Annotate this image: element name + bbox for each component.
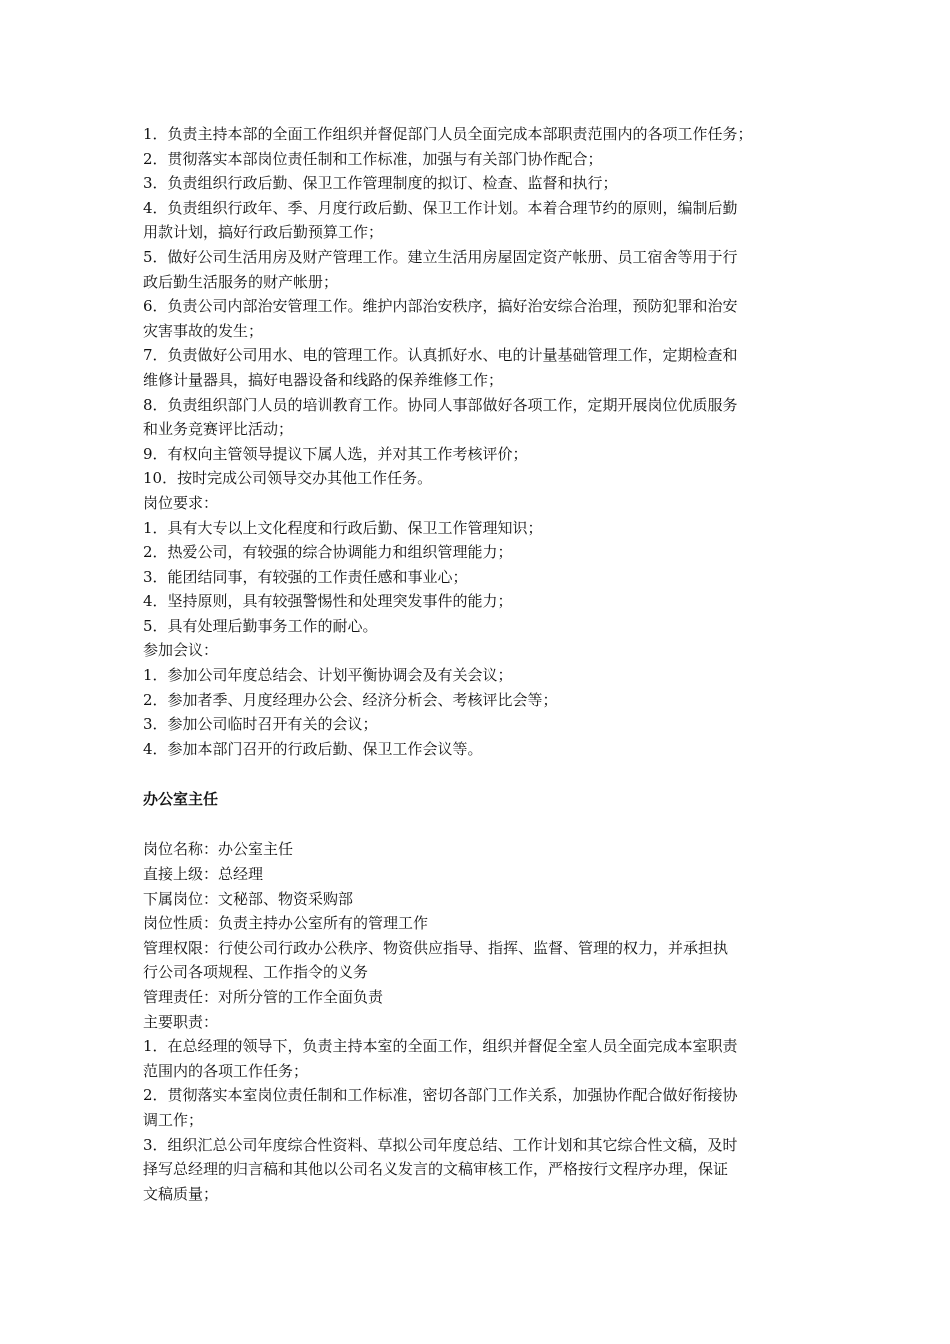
text-line: 调工作；	[143, 1110, 204, 1129]
text-line: 9．有权向主管领导提议下属人选，并对其工作考核评价；	[143, 444, 528, 463]
text-line: 3．组织汇总公司年度综合性资料、草拟公司年度总结、工作计划和其它综合性文稿，及时	[143, 1135, 738, 1154]
text-line: 政后勤生活服务的财产帐册；	[143, 272, 339, 291]
text-line: 1．在总经理的领导下，负责主持本室的全面工作，组织并督促全室人员全面完成本室职责	[143, 1037, 738, 1056]
text-line: 3．参加公司临时召开有关的会议；	[143, 715, 378, 734]
text-line: 维修计量器具，搞好电器设备和线路的保养维修工作；	[143, 370, 504, 389]
text-line: 5．做好公司生活用房及财产管理工作。建立生活用房屋固定资产帐册、员工宿舍等用于行	[143, 247, 738, 266]
text-line: 岗位性质：负责主持办公室所有的管理工作	[143, 914, 429, 933]
text-line: 管理责任：对所分管的工作全面负责	[143, 988, 384, 1006]
text-line: 8．负责组织部门人员的培训教育工作。协同人事部做好各项工作，定期开展岗位优质服务	[143, 395, 738, 414]
text-line: 2．贯彻落实本室岗位责任制和工作标准，密切各部门工作关系，加强协作配合做好衔接协	[143, 1086, 738, 1105]
text-line: 主要职责：	[143, 1012, 219, 1031]
text-line: 4．负责组织行政年、季、月度行政后勤、保卫工作计划。本着合理节约的原则，编制后勤	[143, 198, 738, 217]
text-line: 1．参加公司年度总结会、计划平衡协调会及有关会议；	[143, 666, 513, 685]
text-line: 2．贯彻落实本部岗位责任制和工作标准，加强与有关部门协作配合；	[143, 149, 603, 168]
text-line: 4．参加本部门召开的行政后勤、保卫工作会议等。	[143, 739, 483, 758]
text-line: 下属岗位：文秘部、物资采购部	[143, 889, 354, 908]
text-line: 岗位名称：办公室主任	[143, 840, 294, 859]
text-line: 直接上级：总经理	[143, 865, 264, 884]
section-heading-office-director: 办公室主任	[143, 790, 219, 809]
text-line: 6．负责公司内部治安管理工作。维护内部治安秩序，搞好治安综合治理，预防犯罪和治安	[143, 297, 738, 316]
subheading-meetings: 参加会议：	[143, 641, 219, 660]
text-line: 范围内的各项工作任务；	[143, 1061, 309, 1080]
text-line: 灾害事故的发生；	[143, 321, 264, 340]
text-line: 3．能团结同事，有较强的工作责任感和事业心；	[143, 567, 468, 586]
section-office-director	[143, 837, 813, 1206]
text-line: 7．负责做好公司用水、电的管理工作。认真抓好水、电的计量基础管理工作，定期检查和	[143, 346, 738, 365]
text-line: 5．具有处理后勤事务工作的耐心。	[143, 616, 378, 635]
text-line: 2．参加者季、月度经理办公会、经济分析会、考核评比会等；	[143, 690, 558, 709]
document-page	[143, 122, 813, 1206]
text-line: 和业务竞赛评比活动；	[143, 420, 294, 439]
text-line: 3．负责组织行政后勤、保卫工作管理制度的拟订、检查、监督和执行；	[143, 174, 618, 193]
text-line: 管理权限：行使公司行政办公秩序、物资供应指导、指挥、监督、管理的权力，并承担执	[143, 938, 729, 957]
text-line: 1．具有大专以上文化程度和行政后勤、保卫工作管理知识；	[143, 518, 543, 537]
text-line: 1．负责主持本部的全面工作组织并督促部门人员全面完成本部职责范围内的各项工作任务；	[143, 125, 753, 143]
subheading-requirements: 岗位要求：	[143, 493, 219, 512]
text-line: 文稿质量；	[143, 1184, 219, 1203]
section-responsibilities	[143, 122, 813, 761]
text-line: 10．按时完成公司领导交办其他工作任务。	[143, 469, 433, 488]
text-line: 用款计划，搞好行政后勤预算工作；	[143, 223, 384, 242]
text-line: 择写总经理的归言稿和其他以公司名义发言的文稿审核工作，严格按行文程序办理，保证	[143, 1160, 729, 1179]
text-line: 4．坚持原则，具有较强警惕性和处理突发事件的能力；	[143, 592, 513, 611]
text-line: 行公司各项规程、工作指令的义务	[143, 963, 369, 982]
text-line: 2．热爱公司，有较强的综合协调能力和组织管理能力；	[143, 543, 513, 562]
